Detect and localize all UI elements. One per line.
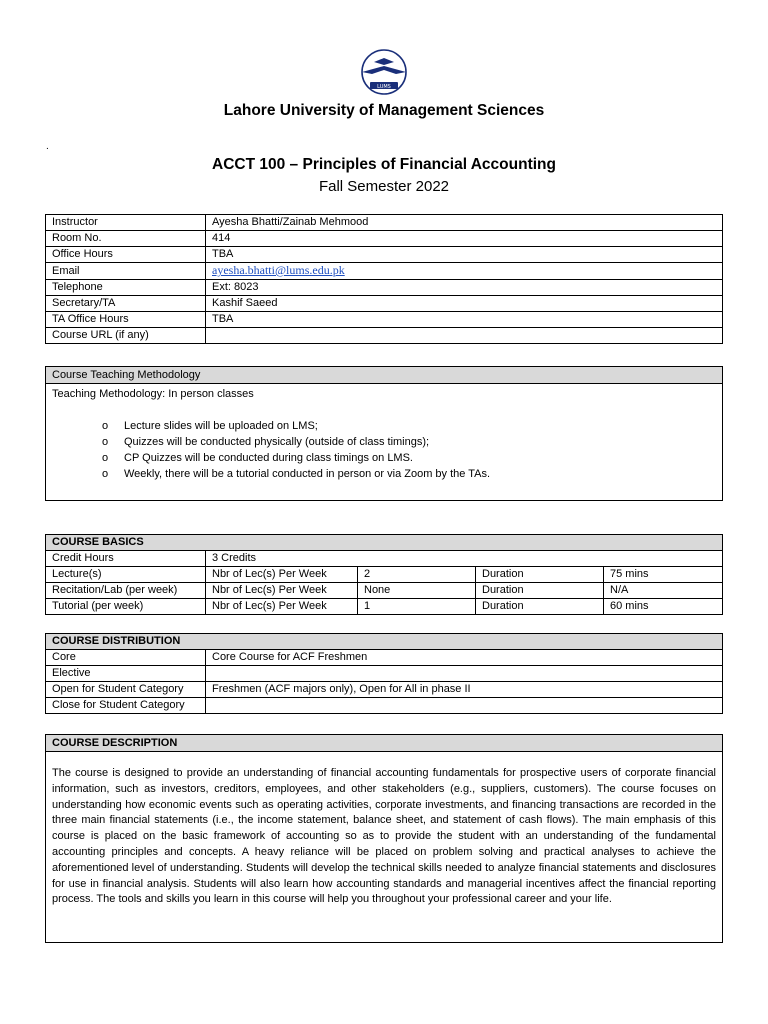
email-link[interactable]: ayesha.bhatti@lums.edu.pk <box>212 263 345 277</box>
bullet: o <box>102 436 109 448</box>
table-row: Recitation/Lab (per week) Nbr of Lec(s) Per Week None Duration N/A <box>46 583 723 599</box>
course-description-text: The course is designed to provide an understanding of financial accounting fundamentals for prospective users of corporate financial information, such as investors, creditors, employees, and other stakeholders (e.g., suppliers, customers). The course focuses on understanding how economic events such as operating activities, corporate investments, and financing transactions are recorded in the three main financial statements (i.e., the income statement, balance sheet, and statement of cash flows). The main emphasis of this course is placed on the basic framework of accounting so as to provide the student with an understanding of the fundamental accounting principles and concepts. A heavy reliance will be placed on problem solving and practical analyses to achieve the aforementioned level of understanding. Students will develop the technical skills needed to analyze financial statements and disclosures for use in financial analysis. Students will also learn how accounting standards and managerial incentives affect the financial reporting process. The tools and skills you learn in this course will help you throughout your professional career and your life. <box>52 767 716 906</box>
table-row <box>46 328 723 344</box>
info-value: Ayesha Bhatti/Zainab Mehmood <box>206 215 723 231</box>
table-row <box>46 312 723 328</box>
teaching-methodology-box <box>45 366 723 501</box>
bullet: o <box>102 452 109 464</box>
bullet: o <box>102 468 109 480</box>
info-label: Instructor <box>46 215 206 231</box>
table-row: Tutorial (per week) Nbr of Lec(s) Per Week 1 Duration 60 mins <box>46 599 723 615</box>
instructor-info-table <box>45 214 723 344</box>
course-description-box <box>45 734 723 943</box>
info-label: Office Hours <box>46 247 206 263</box>
bullet: o <box>102 420 109 432</box>
logo-text: LUMS <box>377 84 391 90</box>
table-row: Elective <box>46 666 723 682</box>
info-value: TBA <box>206 312 723 328</box>
methodology-list <box>52 418 716 482</box>
list-item: o Lecture slides will be uploaded on LMS; <box>102 420 318 432</box>
course-basics-heading: COURSE BASICS <box>46 535 723 551</box>
table-row <box>46 263 723 280</box>
table-row <box>46 247 723 263</box>
course-basics-table <box>45 534 723 615</box>
info-value: TBA <box>206 247 723 263</box>
course-title: ACCT 100 – Principles of Financial Accounting <box>212 156 556 173</box>
table-row <box>46 231 723 247</box>
lums-logo <box>352 48 416 96</box>
table-row: Credit Hours 3 Credits <box>46 551 723 567</box>
list-item: o Quizzes will be conducted physically (outside of class timings); <box>102 436 430 448</box>
info-value <box>206 328 723 344</box>
info-label: Secretary/TA <box>46 296 206 312</box>
university-name: Lahore University of Management Sciences <box>223 102 545 119</box>
list-item: o CP Quizzes will be conducted during class timings on LMS. <box>102 452 413 464</box>
info-value: 414 <box>206 231 723 247</box>
course-distribution-table <box>45 633 723 714</box>
info-label: Course URL (if any) <box>46 328 206 344</box>
table-row: Core Core Course for ACF Freshmen <box>46 650 723 666</box>
table-row <box>46 215 723 231</box>
course-description-heading: COURSE DESCRIPTION <box>46 735 722 752</box>
table-row <box>46 280 723 296</box>
table-row: Lecture(s) Nbr of Lec(s) Per Week 2 Duration 75 mins <box>46 567 723 583</box>
info-label: TA Office Hours <box>46 312 206 328</box>
table-row: Open for Student Category Freshmen (ACF majors only), Open for All in phase II <box>46 682 723 698</box>
info-label: Room No. <box>46 231 206 247</box>
info-value: Ext: 8023 <box>206 280 723 296</box>
table-row <box>46 296 723 312</box>
methodology-heading: Course Teaching Methodology <box>46 367 722 384</box>
table-row: Close for Student Category <box>46 698 723 714</box>
info-label: Email <box>46 263 206 280</box>
list-item: o Weekly, there will be a tutorial conducted in person or via Zoom by the TAs. <box>102 468 491 480</box>
info-label: Telephone <box>46 280 206 296</box>
info-value: Kashif Saeed <box>206 296 723 312</box>
semester: Fall Semester 2022 <box>318 178 450 195</box>
methodology-intro: Teaching Methodology: In person classes <box>52 388 254 400</box>
course-distribution-heading: COURSE DISTRIBUTION <box>46 634 723 650</box>
